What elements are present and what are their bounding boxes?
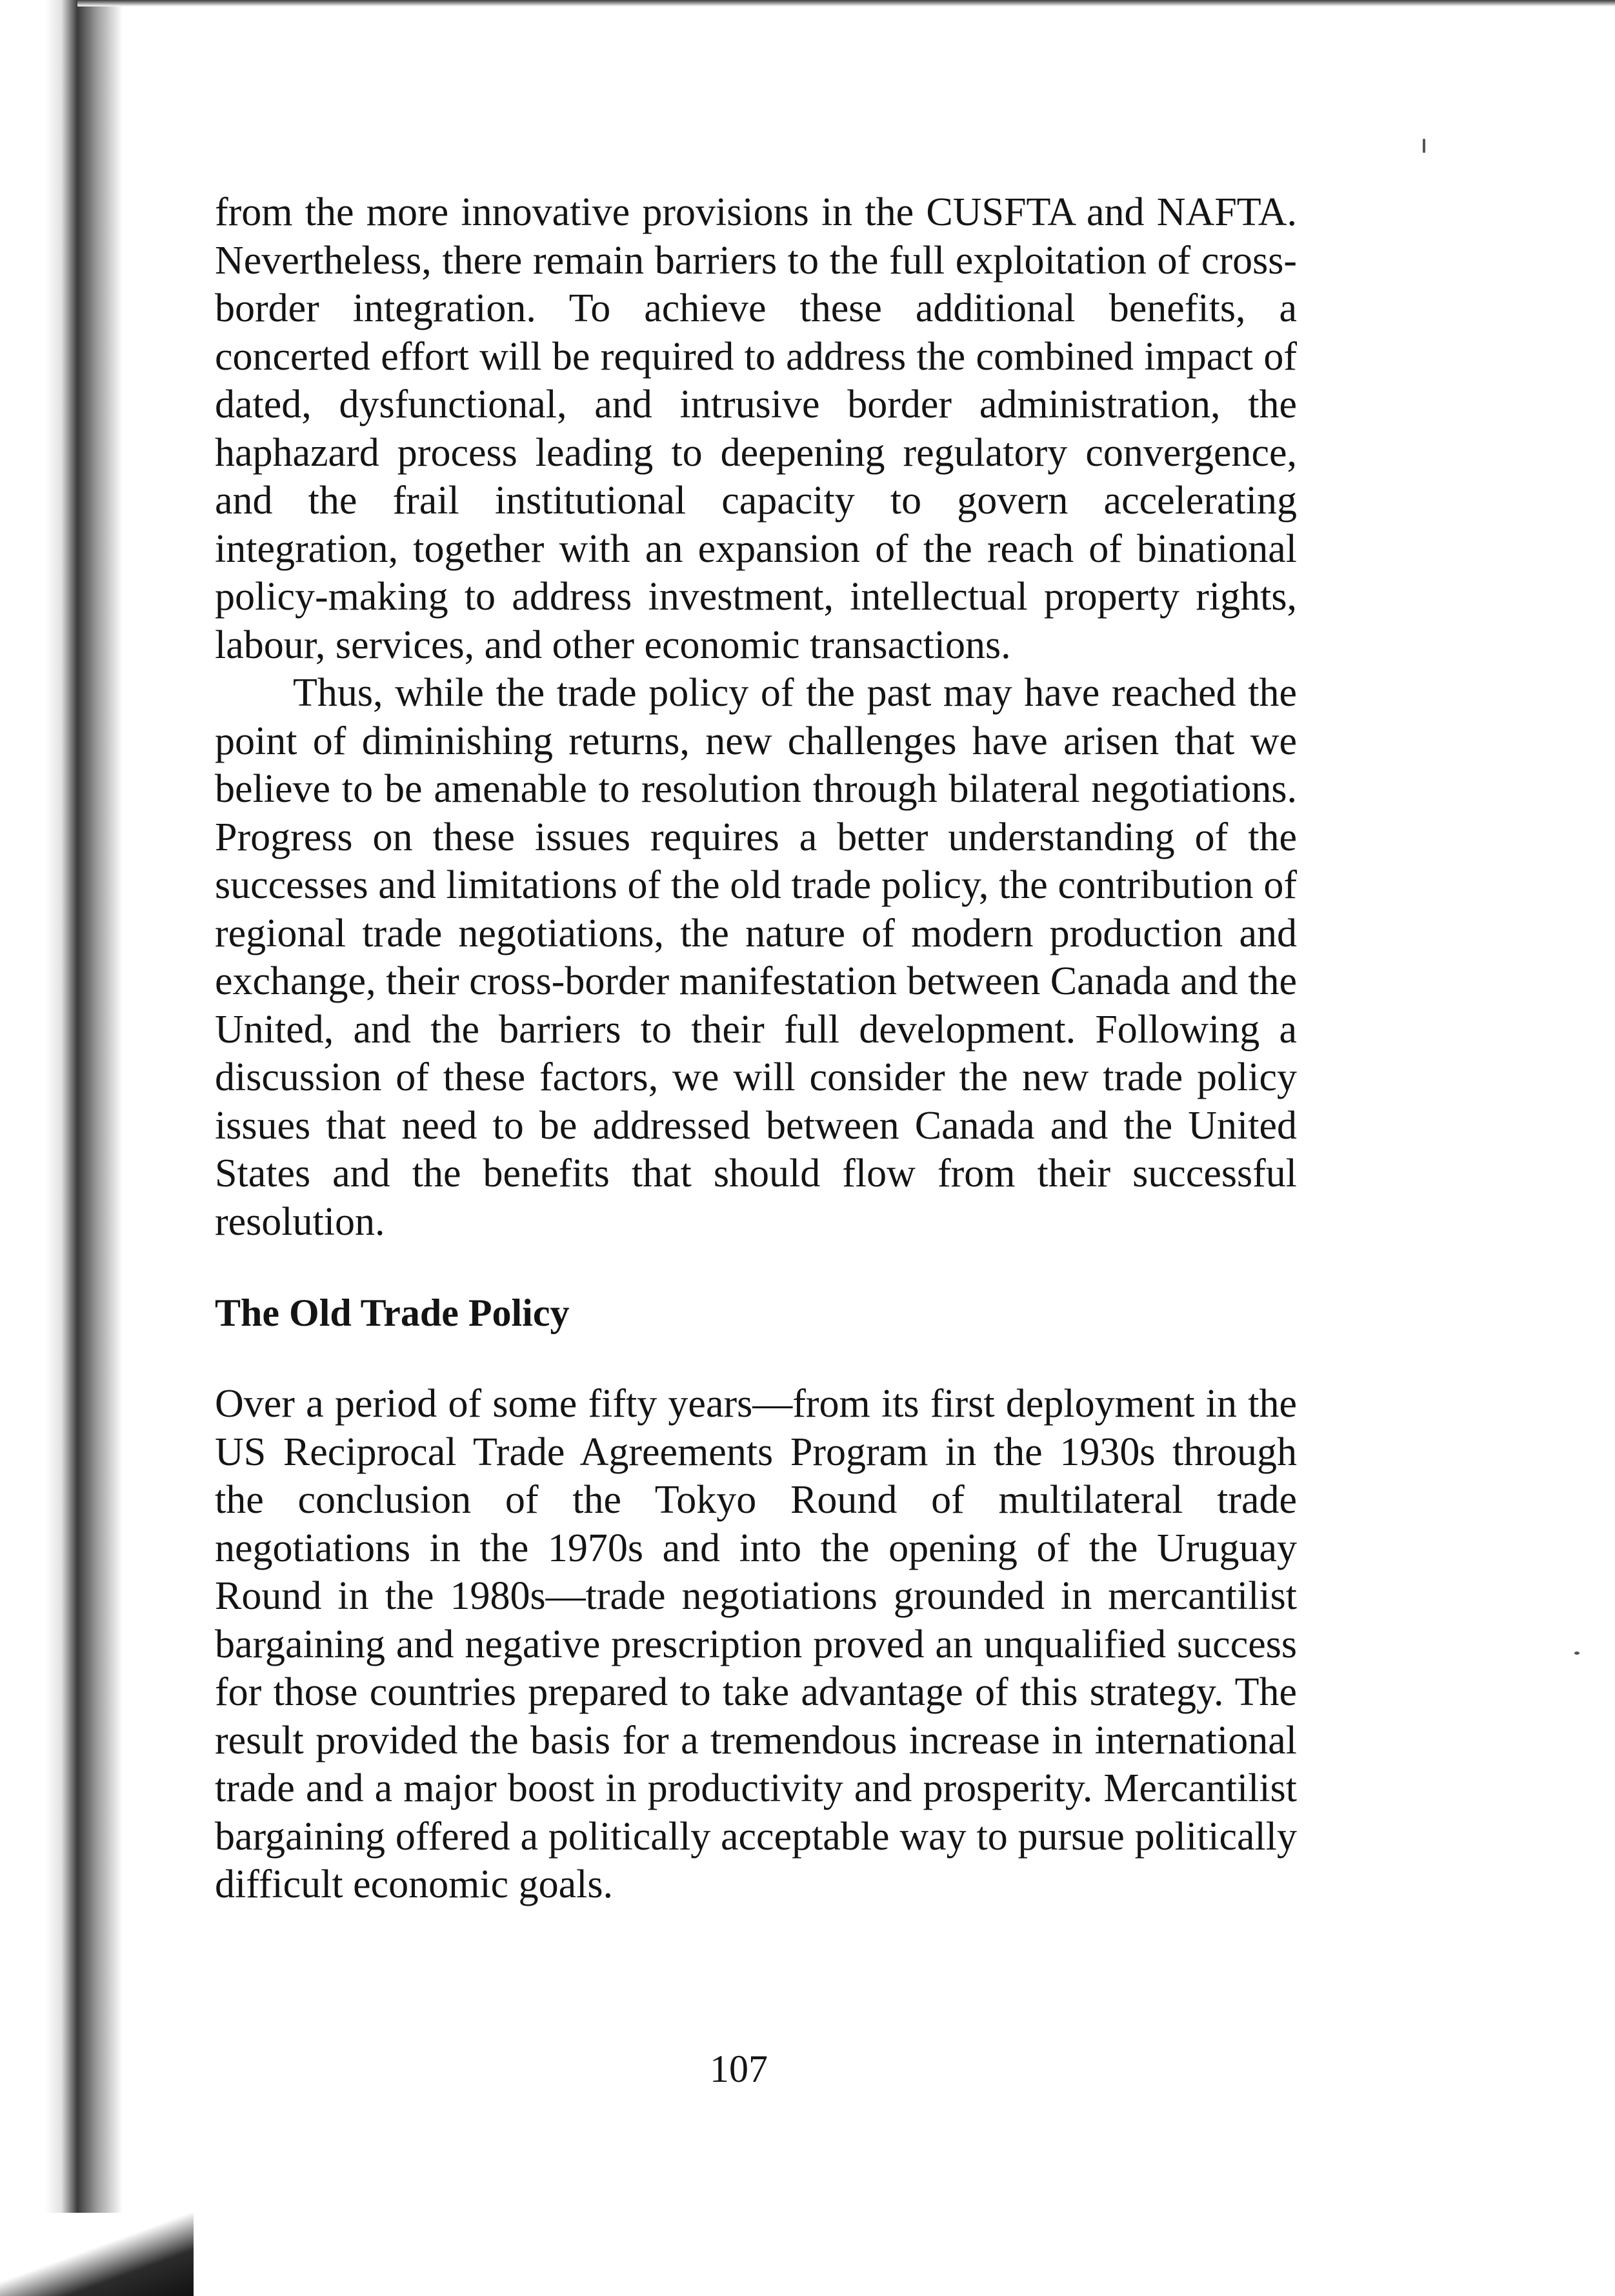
page-number: 107	[710, 2048, 768, 2090]
top-edge-shadow	[77, 0, 1615, 6]
body-paragraph-1: from the more innovative provisions in the CUSFTA and NAFTA. Nevertheless, there remain barriers to the full exploitation of cross-border integration. To achieve these additional benefits, a concerted effort will be required to address the combined impact of dated, dysfunctional, and intrusive border administration, the haphazard process leading to deepening regulatory convergence, and the frail institutional capacity to govern accelerating integration, together with an expansion of the reach of binational policy-making to address investment, intellectual property rights, labour, services, and other economic transactions.	[215, 190, 1297, 667]
binding-shadow	[0, 2213, 194, 2296]
body-paragraph-2: Thus, while the trade policy of the past may have reached the point of diminishing returns, new challenges have arisen that we believe to be amenable to resolution through bilateral negotiations. Progress on these issues requires a better understanding of the successes and limitations of the old trade policy, the contribution of regional trade negotiations, the nature of modern production and exchange, their cross-border manifestation between Canada and the United, and the barriers to their full development. Following a discussion of these factors, we will consider the new trade policy issues that need to be addressed between Canada and the United States and the benefits that should flow from their successful resolution.	[215, 671, 1297, 1244]
scan-speck	[1423, 139, 1425, 153]
section-paragraph: Over a period of some fifty years—from its first deployment in the US Reciprocal Trade Agreements Program in the 1930s through the conclusion of the Tokyo Round of multilateral trade negotiations in the 1970s and into the opening of the Uruguay Round in the 1980s—trade negotiations grounded in mercantilist bargaining and negative prescription proved an unqualified success for those countries prepared to take advantage of this strategy. The result provided the basis for a tremendous increase in international trade and a major boost in productivity and prosperity. Mercantilist bargaining offered a politically acceptable way to pursue politically difficult economic goals.	[215, 1382, 1297, 1906]
scan-speck	[1574, 1652, 1580, 1655]
section-heading: The Old Trade Policy	[215, 1292, 570, 1334]
page-body	[215, 188, 1297, 1909]
binding-edge	[0, 0, 123, 2296]
